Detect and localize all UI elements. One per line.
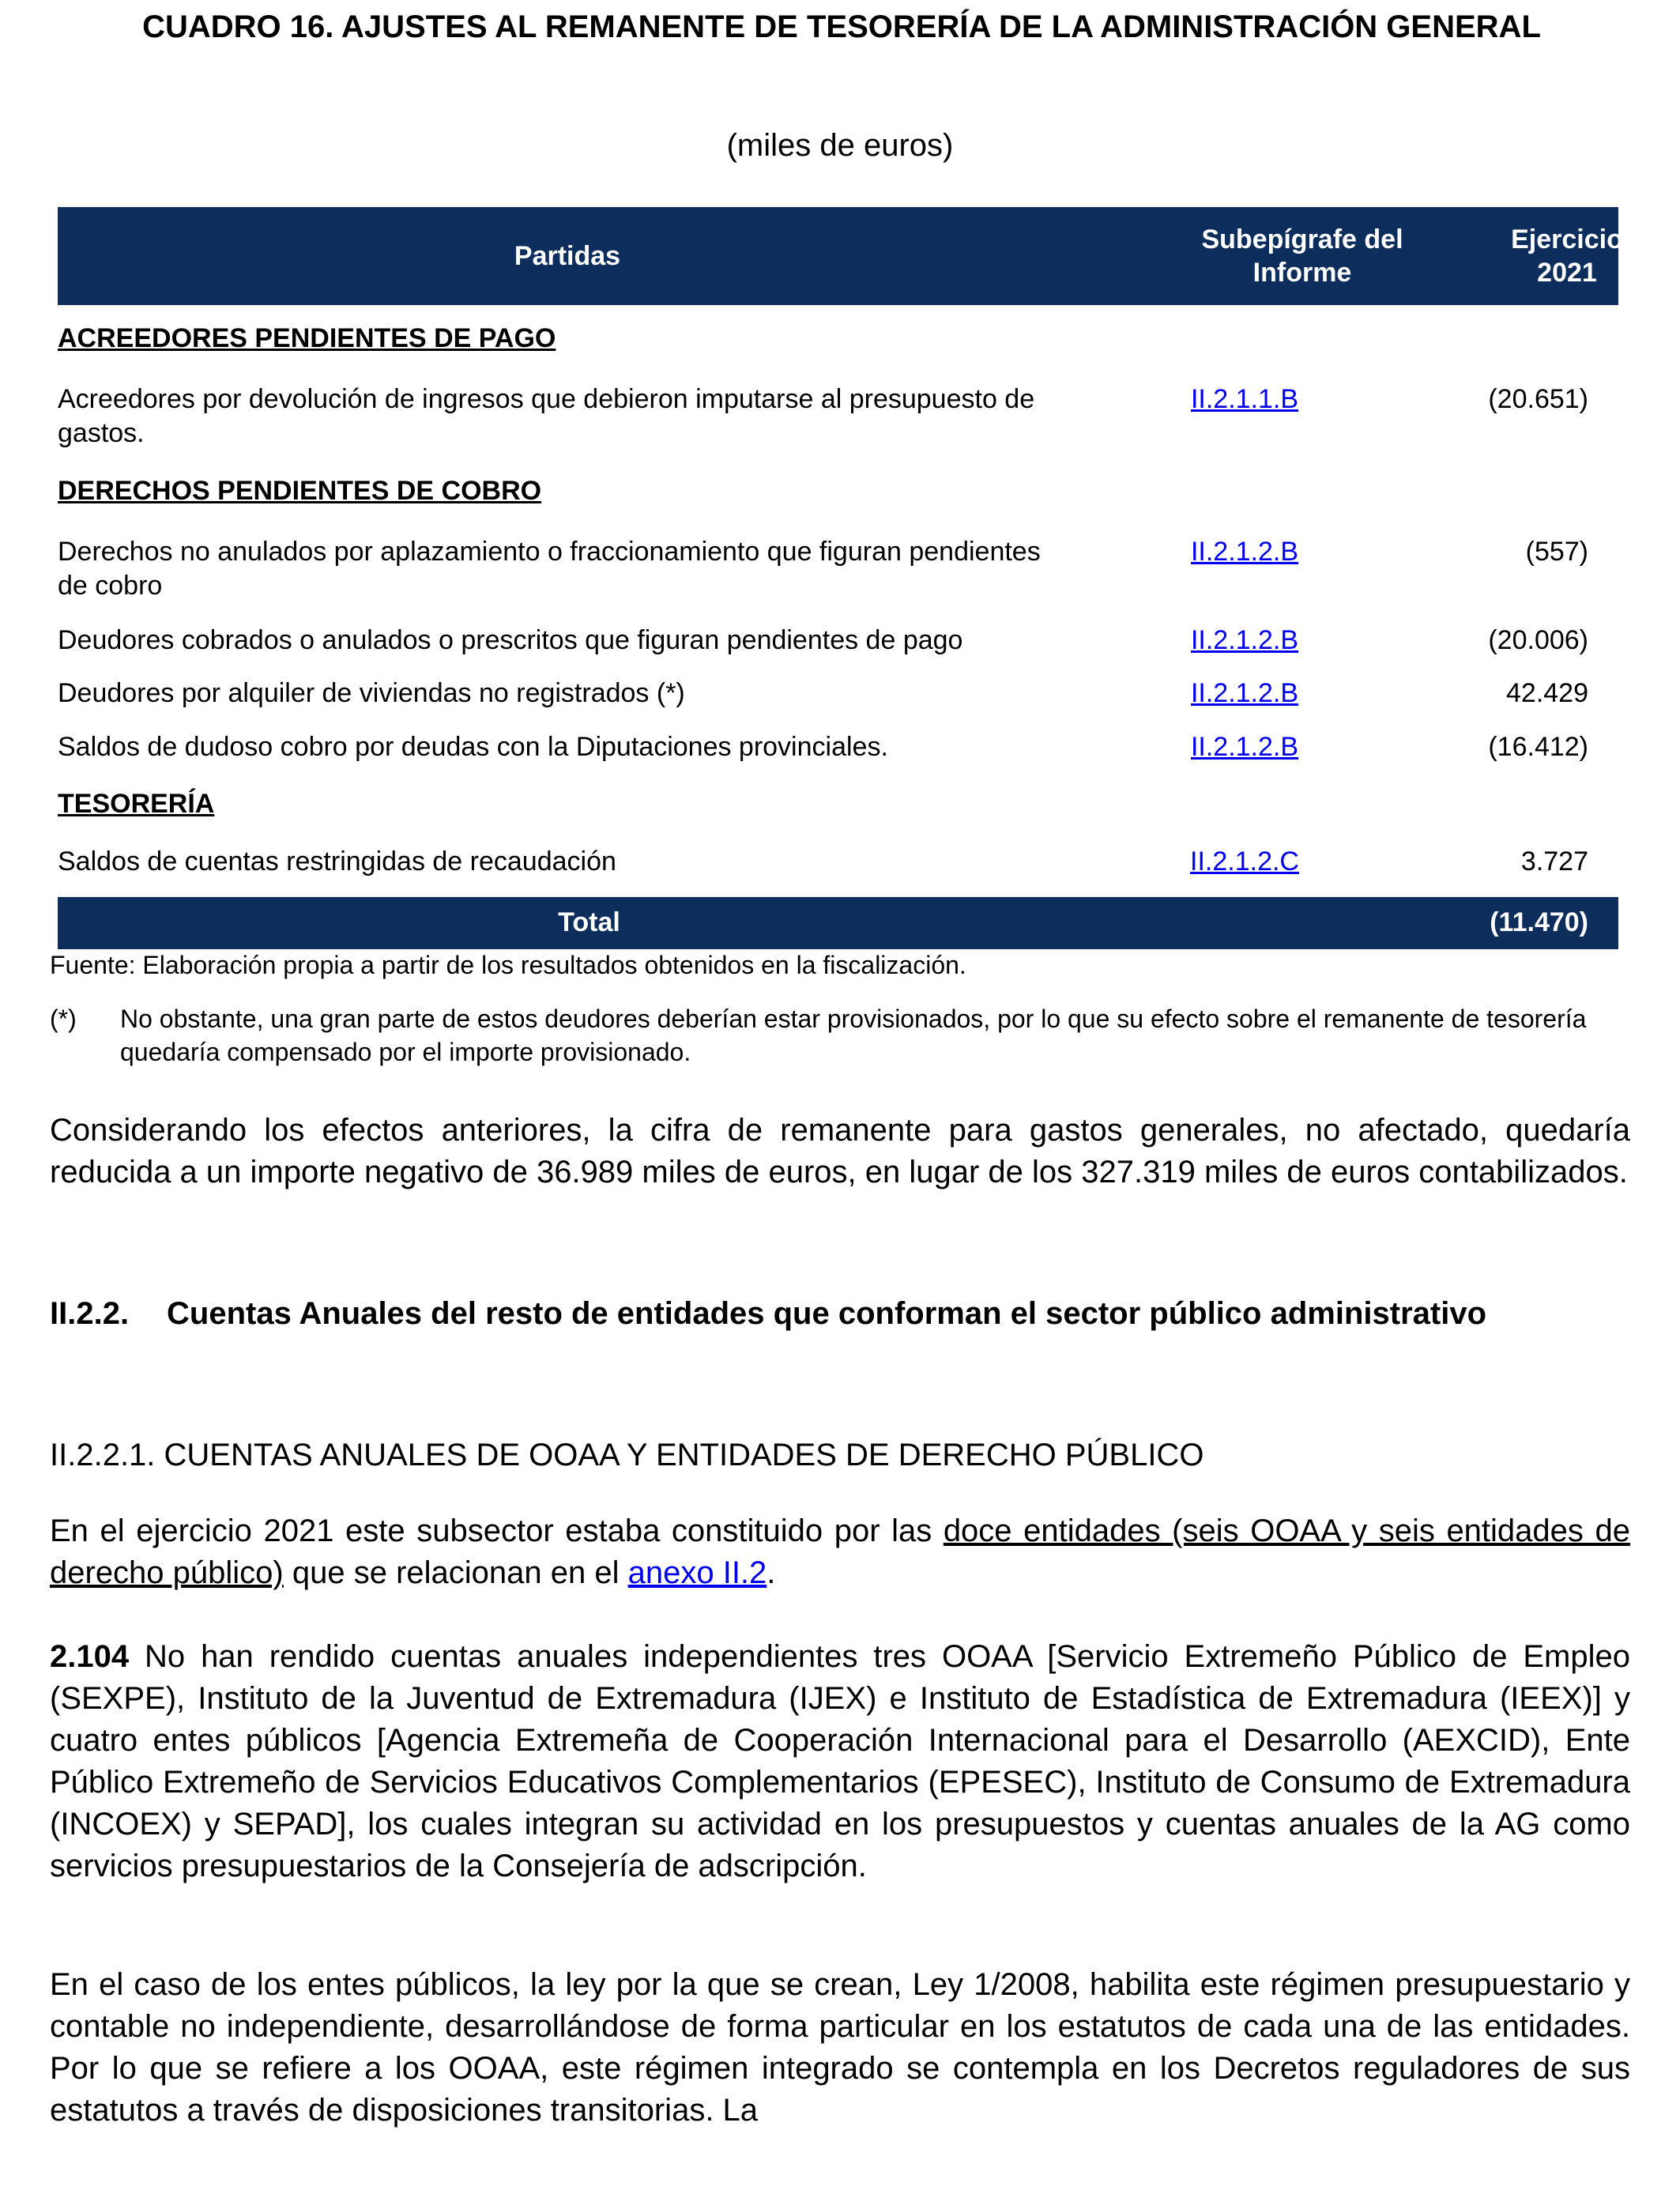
total-label: Total <box>558 907 620 937</box>
row-value: (16.412) <box>1488 732 1588 762</box>
paragraph-text: No han rendido cuentas anuales independientes tres OOAA [Servicio Extremeño Público de Empleo (SEXPE), Instituto de la Juventud de Extremadura (IJEX) e Instituto de Estadística de Extremadura (IEEX)] y cuatro entes públicos [Agencia Extremeña de Cooperación Internacional para el Desarrollo (AEXCID), Ente Público Extremeño de Servicios Educativos Complementarios (EPESEC), Instituto de Consumo de Extremadura (INCOEX) y SEPAD], los cuales integran su actividad en los presupuestos y cuentas anuales de la AG como servicios presupuestarios de la Consejería de adscripción. <box>50 1639 1630 1883</box>
row-value: (20.651) <box>1488 384 1588 414</box>
table-subtitle: (miles de euros) <box>726 128 954 163</box>
para2-text: En el ejercicio 2021 este subsector estaba constituido por las <box>50 1514 944 1548</box>
row-partida: Deudores cobrados o anulados o prescritos que figuran pendientes de pago <box>58 625 963 655</box>
header-ejercicio <box>1448 223 1680 289</box>
table-title: CUADRO 16. AJUSTES AL REMANENTE DE TESORERÍA DE LA ADMINISTRACIÓN GENERAL <box>142 9 1541 44</box>
paragraph-conclusion: Considerando los efectos anteriores, la cifra de remanente para gastos generales, no afectado, quedaría reducida a un importe negativo de 36.989 miles de euros, en lugar de los 327.319 miles de euros contabilizados. <box>50 1113 1630 1189</box>
row-partida: Derechos no anulados por aplazamiento o fraccionamiento que figuran pendientes de cobro <box>58 537 1041 601</box>
total-value: (11.470) <box>1490 907 1588 937</box>
footnote-mark: (*) <box>50 1005 77 1033</box>
section-heading: Cuentas Anuales del resto de entidades que conforman el sector público administrativo <box>167 1296 1486 1331</box>
annex-link[interactable]: anexo II.2 <box>627 1555 767 1590</box>
subsection-heading: II.2.2.1. CUENTAS ANUALES DE OOAA Y ENTIDADES DE DERECHO PÚBLICO <box>50 1438 1204 1472</box>
underlined-text: doce entidades (seis OOAA y seis entidades de derecho público) <box>50 1514 1630 1590</box>
header-ejercicio-line2: 2021 <box>1537 258 1597 288</box>
section-title: TESORERÍA <box>58 789 215 819</box>
row-partida: Deudores por alquiler de viviendas no registrados (*) <box>58 678 685 708</box>
section-number: II.2.2. <box>50 1296 130 1331</box>
para2-text: . <box>767 1555 776 1590</box>
row-value: 42.429 <box>1506 678 1588 708</box>
header-ejercicio-line1: Ejercicio <box>1511 224 1623 254</box>
row-value: (20.006) <box>1488 625 1588 655</box>
footnote-text: No obstante, una gran parte de estos deudores deberían estar provisionados, por lo que su efecto sobre el remanente de tesorería quedaría compensado por el importe provisionado. <box>120 1005 1587 1066</box>
total-row <box>58 897 1618 949</box>
section-title: DERECHOS PENDIENTES DE COBRO <box>58 476 542 506</box>
row-partida: Acreedores por devolución de ingresos que debieron imputarse al presupuesto de gastos. <box>58 384 1035 448</box>
row-value: 3.727 <box>1520 846 1588 876</box>
section-title: ACREEDORES PENDIENTES DE PAGO <box>58 323 556 353</box>
row-ref-link[interactable]: II.2.1.2.B <box>1190 732 1299 762</box>
header-partidas: Partidas <box>514 241 621 271</box>
table-source: Fuente: Elaboración propia a partir de los resultados obtenidos en la fiscalización. <box>50 951 966 979</box>
table-header <box>58 207 1623 305</box>
row-ref-link[interactable]: II.2.1.2.B <box>1190 625 1299 655</box>
header-subepigrafe-line1: Subepígrafe del <box>1201 224 1403 254</box>
para2-text: que se relacionan en el <box>283 1555 628 1590</box>
row-ref-link[interactable]: II.2.1.1.B <box>1190 384 1299 414</box>
paragraph-2-104 <box>50 1636 1630 1887</box>
paragraph-subsector <box>50 1510 1630 1594</box>
paragraph-entes-publicos: En el caso de los entes públicos, la ley por la que se crean, Ley 1/2008, habilita este régimen presupuestario y contable no independiente, desarrollándose de forma particular en los estatutos de cada una de las entidades. Por lo que se refiere a los OOAA, este régimen integrado se contempla en los Decretos reguladores de sus estatutos a través de disposiciones transitorias. La <box>50 1967 1630 2128</box>
header-subepigrafe <box>1109 223 1496 289</box>
row-ref-link[interactable]: II.2.1.2.B <box>1190 678 1299 708</box>
row-ref-link[interactable]: II.2.1.2.C <box>1190 846 1299 876</box>
row-partida: Saldos de dudoso cobro por deudas con la Diputaciones provinciales. <box>58 732 888 762</box>
row-ref-link[interactable]: II.2.1.2.B <box>1190 537 1299 567</box>
paragraph-number: 2.104 <box>50 1639 130 1674</box>
row-partida: Saldos de cuentas restringidas de recaudación <box>58 846 616 876</box>
header-subepigrafe-line2: Informe <box>1252 258 1352 288</box>
row-value: (557) <box>1525 537 1588 567</box>
